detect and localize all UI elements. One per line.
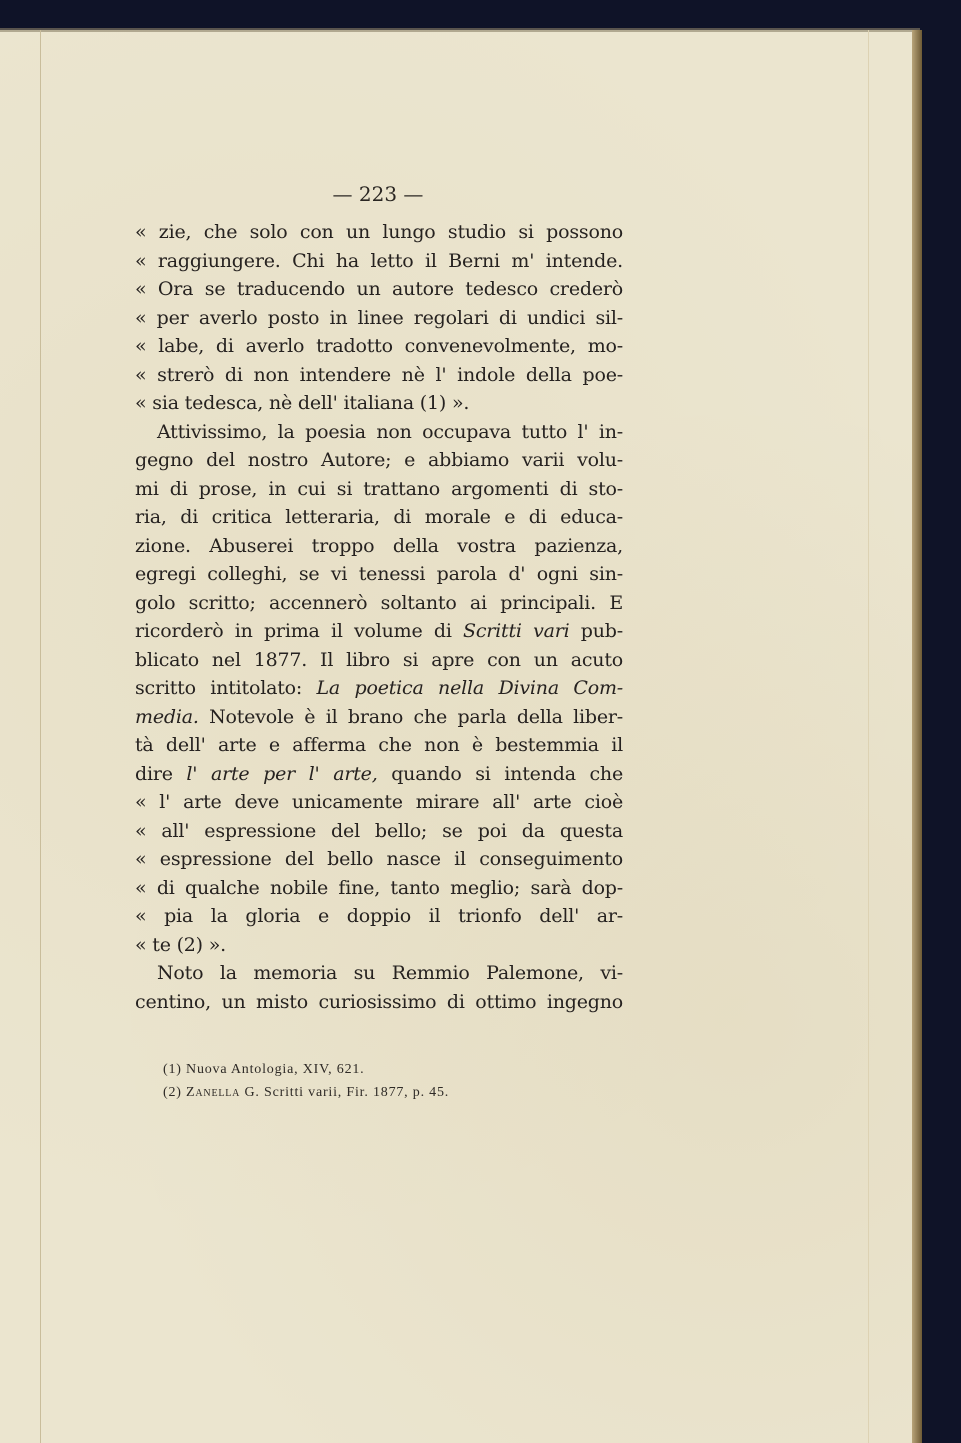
text-run: golo scritto; accennerò soltanto ai principali. E [135,591,623,614]
text-run: « l' arte deve unicamente mirare all' arte cioè [135,791,623,813]
text-line [135,617,623,646]
footnote-1 [163,1058,449,1081]
text-run: tà dell' arte e afferma che non è bestemmia il [135,734,623,756]
text-run: pub- [569,620,623,642]
text-line [135,361,623,390]
footnote-mark: (2) [163,1085,182,1100]
text-run: dire [135,762,187,785]
footnotes [163,1058,449,1104]
text-line [135,959,623,988]
text-run: « labe, di averlo tradotto convenevolmente, mo- [135,335,623,357]
text-line [135,247,623,276]
text-line [135,475,623,504]
text-run: « Ora se traducendo un autore tedesco crederò [135,278,623,300]
italic-text: La poetica nella Divina Com- [316,677,623,699]
text-run: Notevole è il brano che parla della liber- [198,705,623,728]
previous-page-edge [40,30,41,1443]
footnote-author: Zanella [186,1085,241,1100]
text-line [135,275,623,304]
footnote-2 [163,1081,449,1104]
body-text [135,218,623,1016]
text-run: zione. Abuserei troppo della vostra pazienza, [135,534,623,557]
text-line [135,788,623,817]
text-run: « te (2) ». [135,933,227,956]
footnote-text: Nuova Antologia, XIV, 621. [186,1062,365,1077]
text-run: egregi colleghi, se vi tenessi parola d' ogni sin- [135,563,623,585]
text-line [135,845,623,874]
text-line [135,532,623,561]
italic-text: l' arte per l' arte, [186,762,378,785]
text-line [135,674,623,703]
text-line [135,218,623,247]
text-run: « pia la gloria e doppio il trionfo dell' ar- [135,905,623,927]
text-line [135,560,623,589]
text-line [135,503,623,532]
text-line [135,389,623,418]
text-line [135,731,623,760]
text-line [135,760,623,789]
text-line [135,332,623,361]
text-run: « strerò di non intendere nè l' indole della poe- [135,363,623,386]
text-run: quando si intenda che [377,762,623,785]
text-run: « di qualche nobile fine, tanto meglio; sarà dop- [135,876,623,899]
italic-text: media. [135,705,199,728]
text-line [135,446,623,475]
text-run: « zie, che solo con un lungo studio si possono [135,221,623,243]
text-line [135,418,623,447]
page-fold-line [868,30,869,1443]
text-line [135,931,623,960]
text-line [135,988,623,1017]
text-run: scritto intitolato: [135,677,317,699]
page-number: — 223 — [332,182,424,206]
text-run: « sia tedesca, nè dell' italiana (1) ». [135,392,470,414]
text-run: centino, un misto curiosissimo di ottimo ingegno [135,990,623,1013]
text-run: mi di prose, in cui si trattano argomenti di sto- [135,477,623,500]
text-line [135,589,623,618]
text-line [135,304,623,333]
text-run: ricorderò in prima il volume di [135,620,463,642]
text-line [135,646,623,675]
text-run: « raggiungere. Chi ha letto il Berni m' intende. [135,249,623,272]
footnote-text: G. Scritti varii, Fir. 1877, p. 45. [244,1085,450,1100]
text-line [135,874,623,903]
text-line [135,817,623,846]
text-line [135,902,623,931]
italic-text: Scritti vari [463,620,570,642]
text-run: ria, di critica letteraria, di morale e di educa- [135,506,623,528]
text-run: blicato nel 1877. Il libro si apre con un acuto [135,648,623,671]
text-run: « espressione del bello nasce il conseguimento [135,848,623,870]
text-run: Attivissimo, la poesia non occupava tutto l' in- [157,420,623,443]
text-line [135,703,623,732]
page-right-edge [912,30,922,1443]
text-run: Noto la memoria su Remmio Palemone, vi- [157,962,623,984]
text-run: gegno del nostro Autore; e abbiamo varii volu- [135,449,623,471]
footnote-mark: (1) [163,1062,182,1077]
text-run: « all' espressione del bello; se poi da questa [135,819,623,842]
text-run: « per averlo posto in linee regolari di undici sil- [135,306,623,329]
page-top-edge [0,28,920,32]
